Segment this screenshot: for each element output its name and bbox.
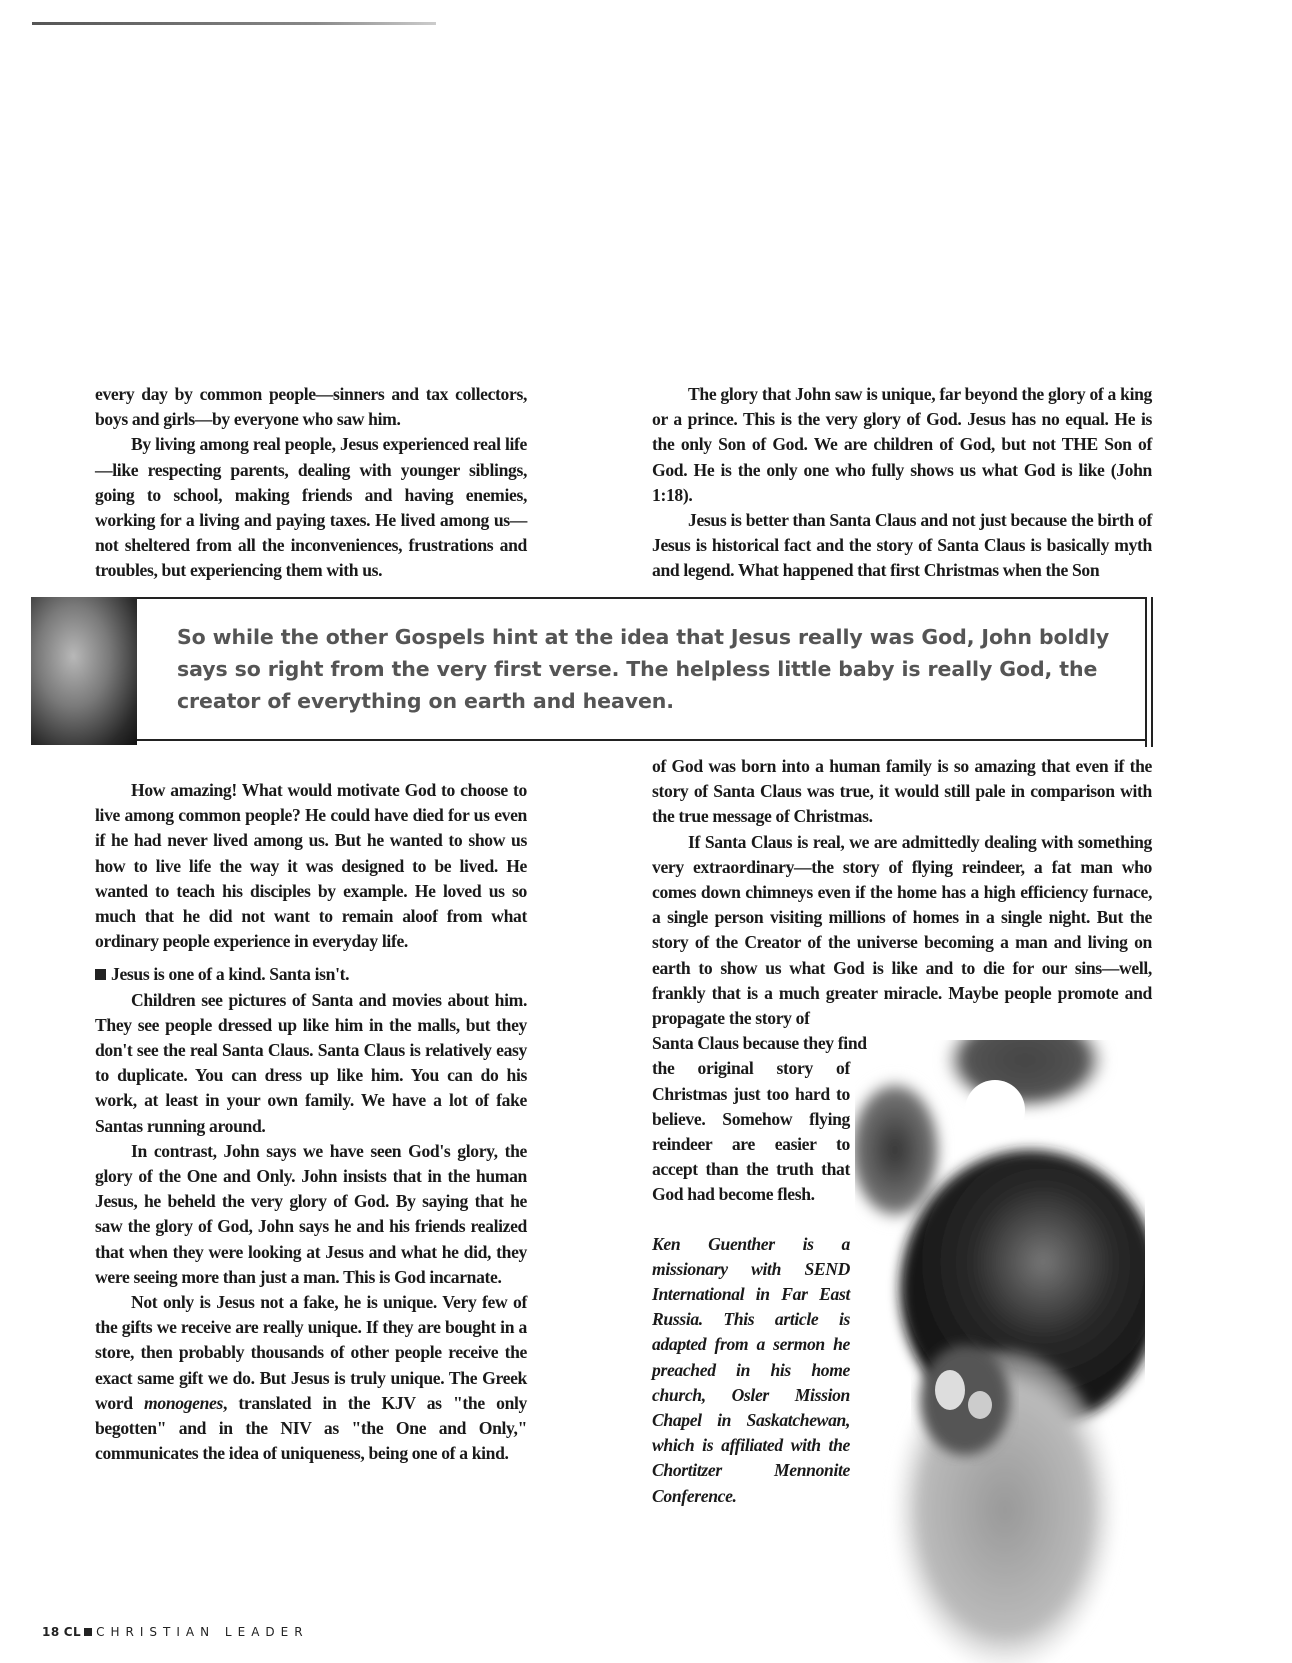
text-run: , translated in the KJV as "the only begotten" and in the NIV as "the One and Only," communicates the idea of uniqueness, being one of a kind. [95, 1392, 528, 1464]
square-bullet-icon [95, 969, 106, 980]
paragraph [95, 1290, 527, 1466]
paragraph: Jesus is better than Santa Claus and not just because the birth of Jesus is historical fact and the story of Santa Claus is basically myth and legend. What happened that first Christmas when the Son [652, 510, 1152, 581]
paragraph: the original story of Christmas just too hard to believe. Somehow flying reindeer are easier to accept than the truth that God had become flesh. [652, 1058, 850, 1205]
paragraph: Children see pictures of Santa and movies about him. They see people dressed up like him in the malls, but they don't see the real Santa Claus. Santa Claus is relatively easy to duplicate. You can dress up like him. You can do his work, at least in your own family. We have a lot of fake Santas running around. [95, 989, 527, 1136]
subhead-text: Jesus is one of a kind. Santa isn't. [111, 964, 350, 985]
paragraph: In contrast, John says we have seen God's glory, the glory of the One and Only. John insists that in the human Jesus, he beheld the very glory of God. By saying that he saw the glory of God, John says he and his friends realized that when they were looking at Jesus and what he did, they were seeing more than just a man. This is God incarnate. [95, 1140, 527, 1287]
magazine-name: CHRISTIAN LEADER [96, 1625, 309, 1639]
paragraph: The glory that John saw is unique, far beyond the glory of a king or a prince. This is the very glory of God. Jesus has no equal. He is the only Son of God. We are children of God, but not THE Son of God. He is the only one who fully shows us what God is like (John 1:18). [652, 384, 1152, 505]
magazine-initials: CL [63, 1625, 82, 1639]
column-top-left [95, 382, 527, 584]
paragraph: of God was born into a human family is so amazing that even if the story of Santa Claus was true, it would still pale in comparison with the true message of Christmas. [652, 756, 1152, 827]
paragraph: If Santa Claus is real, we are admittedly dealing with something very extraordinary—the story of flying reindeer, a fat man who comes down chimneys even if the home has a high efficiency furnace, a single person visiting millions of homes in a single night. But the story of the Creator of the universe becoming a man and living on earth to show us what God is like and to die for our sins—well, frankly that is a much greater miracle. Maybe people promote and propagate the story of [652, 831, 1152, 1029]
greek-word: monogenes [144, 1392, 224, 1413]
pull-quote-block [31, 597, 1159, 745]
author-bio: Ken Guenther is a missionary with SEND International in Far East Russia. This article is adapted from a sermon he preached in his home church, Osler Mission Chapel in Saskatchewan, which is affiliated with the Chortitzer Mennonite Conference. [652, 1233, 850, 1506]
paragraph: By living among real people, Jesus experienced real life—like respecting parents, dealing with younger siblings, going to school, making friends and having enemies, working for a living and paying taxes. He lived among us—not sheltered from all the inconveniences, frustrations and troubles, but experiencing them with us. [95, 434, 527, 581]
pull-quote: So while the other Gospels hint at the idea that Jesus really was God, John boldly says so right from the very first verse. The helpless little baby is really God, the creator of everything on earth and heaven. [177, 625, 1110, 713]
paragraph: Santa Claus because they find [652, 1033, 867, 1054]
column-top-right [652, 382, 1152, 584]
baby-photo [31, 597, 137, 745]
top-rule [32, 22, 436, 25]
column-bottom-left [95, 778, 527, 1466]
paragraph: How amazing! What would motivate God to choose to live among common people? He could have died for us even if he had never lived among us. But he wanted to show us how to live life the way it was designed to be lived. He wanted to teach his disciples by example. He loved us so much that he did not want to remain aloof from what ordinary people experience in everyday life. [95, 780, 527, 952]
paragraph: every day by common people—sinners and tax collectors, boys and girls—by everyone who saw him. [95, 384, 527, 430]
page-footer [42, 1625, 309, 1639]
pull-quote-bar [1145, 597, 1153, 747]
subhead [95, 962, 527, 987]
square-bullet-icon [84, 1628, 92, 1636]
nativity-sculpture [855, 1040, 1145, 1663]
page-number: 18 [42, 1625, 60, 1639]
text-run: Not only is Jesus not a fake, he is unique. Very few of the gifts we receive are really unique. If they are bought in a store, then probably thousands of other people receive the exact same gift we do. But Jesus is truly unique. The Greek word [95, 1292, 527, 1413]
